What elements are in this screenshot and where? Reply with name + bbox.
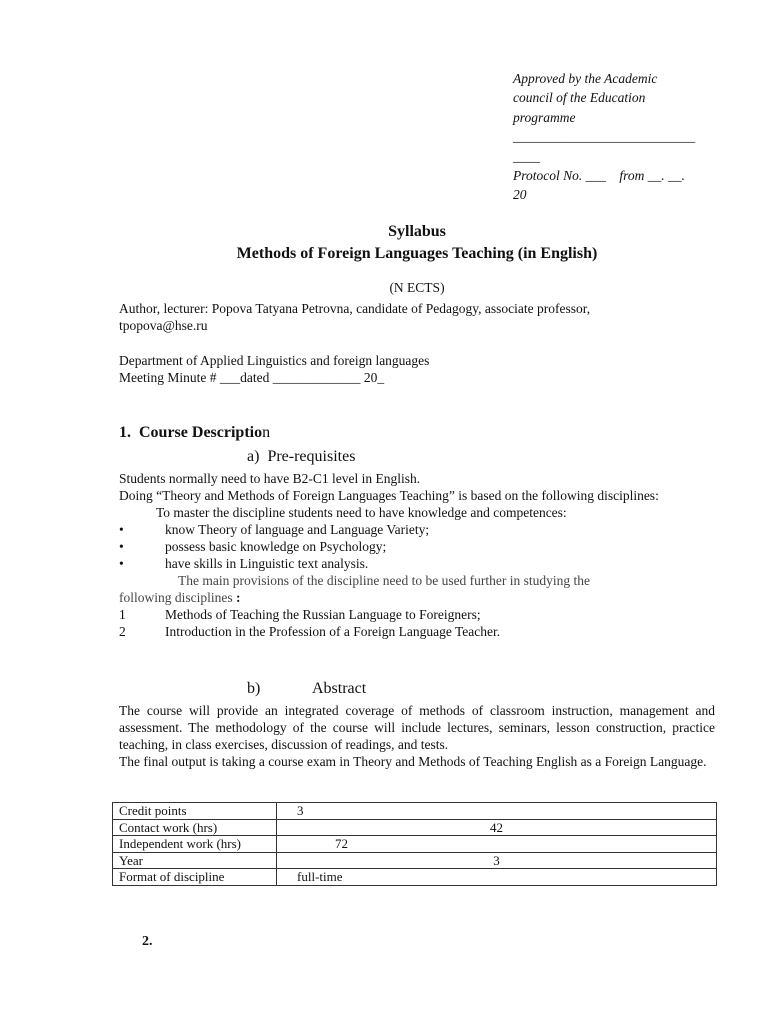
table-row <box>113 836 717 853</box>
table-row <box>113 869 717 886</box>
approval-line: ___________________________ <box>513 129 696 145</box>
section-title: Course Descriptio <box>139 424 263 441</box>
author-line: Author, lecturer: Popova Tatyana Petrovna, candidate of Pedagogy, associate professor, <box>119 301 591 316</box>
subheading-title: Pre-requisites <box>267 448 356 465</box>
list-item <box>119 623 715 640</box>
paragraph: The final output is taking a course exam in Theory and Methods of Teaching English as a Foreign Language. <box>119 754 707 769</box>
further-study-colon: : <box>232 590 241 605</box>
credits-table <box>112 802 717 886</box>
paragraph: The course will provide an integrated coverage of methods of classroom instruction, management and assessment. The methodology of the course will include lectures, seminars, lesson construction, practice teaching, in class exercises, discussion of readings, and tests. <box>119 703 715 752</box>
bullet-icon: • <box>119 522 124 537</box>
title-course-name: Methods of Foreign Languages Teaching (in English) <box>236 245 598 262</box>
table-cell-key: Credit points <box>113 803 277 820</box>
approval-line: 20 <box>513 187 527 203</box>
paragraph: Doing “Theory and Methods of Foreign Languages Teaching” is based on the following disciplines: <box>119 488 659 503</box>
table-cell-key: Year <box>113 852 277 869</box>
subheading-label: b) <box>247 680 261 697</box>
subheading-label: a) <box>247 448 260 465</box>
table-cell-value: 72 <box>277 836 717 853</box>
author-email: tpopova@hse.ru <box>119 318 208 333</box>
section-heading-course-description <box>119 424 270 442</box>
list-item <box>119 606 715 623</box>
subheading-prerequisites <box>247 448 355 466</box>
approval-line: programme <box>513 109 576 125</box>
list-number: 1 <box>119 607 126 622</box>
subheading-title: Abstract <box>312 680 367 697</box>
approval-line: Approved by the Academic <box>513 71 658 86</box>
approval-line: council of the Education <box>513 90 646 106</box>
section-number-2: 2. <box>142 934 153 949</box>
table-cell-value: 3 <box>277 852 717 869</box>
table-cell-key: Independent work (hrs) <box>113 836 277 853</box>
bullet-text: possess basic knowledge on Psychology; <box>165 539 387 554</box>
table-cell-key: Format of discipline <box>113 869 277 886</box>
list-text: Introduction in the Profession of a Foreign Language Teacher. <box>165 624 501 639</box>
table-cell-key: Contact work (hrs) <box>113 819 277 836</box>
abstract-body <box>119 702 715 770</box>
table-row <box>113 819 717 836</box>
list-number: 2 <box>119 624 126 639</box>
bullet-item <box>119 538 715 555</box>
meeting-minute: Meeting Minute # ___dated _____________ 20_ <box>119 370 385 385</box>
approval-line: ____ <box>513 148 540 164</box>
bullet-icon: • <box>119 556 124 571</box>
section-title-tail: n <box>262 424 271 441</box>
list-text: Methods of Teaching the Russian Language to Foreigners; <box>165 607 481 622</box>
approval-line: Protocol No. ___ from __. __. <box>513 168 685 184</box>
table-cell-value: 42 <box>277 819 717 836</box>
further-study-line: The main provisions of the discipline need to be used further in studying the <box>178 573 591 588</box>
subheading-abstract <box>247 680 366 698</box>
ects-credits: (N ECTS) <box>389 280 445 295</box>
title-syllabus: Syllabus <box>388 223 446 240</box>
author-info <box>119 300 715 334</box>
bullet-text: have skills in Linguistic text analysis. <box>165 556 369 571</box>
paragraph: To master the discipline students need to have knowledge and competences: <box>156 505 567 520</box>
table-row <box>113 852 717 869</box>
bullet-item <box>119 555 715 572</box>
table-cell-value: 3 <box>277 803 717 820</box>
document-title <box>0 221 770 265</box>
bullet-text: know Theory of language and Language Variety; <box>165 522 430 537</box>
prerequisites-body <box>119 470 715 640</box>
table-cell-value: full-time <box>277 869 717 886</box>
section-number: 1. <box>119 424 131 441</box>
further-study-text: following disciplines <box>119 590 233 605</box>
department-info <box>119 352 715 386</box>
table-row <box>113 803 717 820</box>
paragraph: Students normally need to have B2-C1 level in English. <box>119 471 421 486</box>
approval-block <box>513 69 713 205</box>
bullet-icon: • <box>119 539 124 554</box>
department-name: Department of Applied Linguistics and foreign languages <box>119 353 430 368</box>
further-study-line <box>119 589 715 606</box>
bullet-item <box>119 521 715 538</box>
